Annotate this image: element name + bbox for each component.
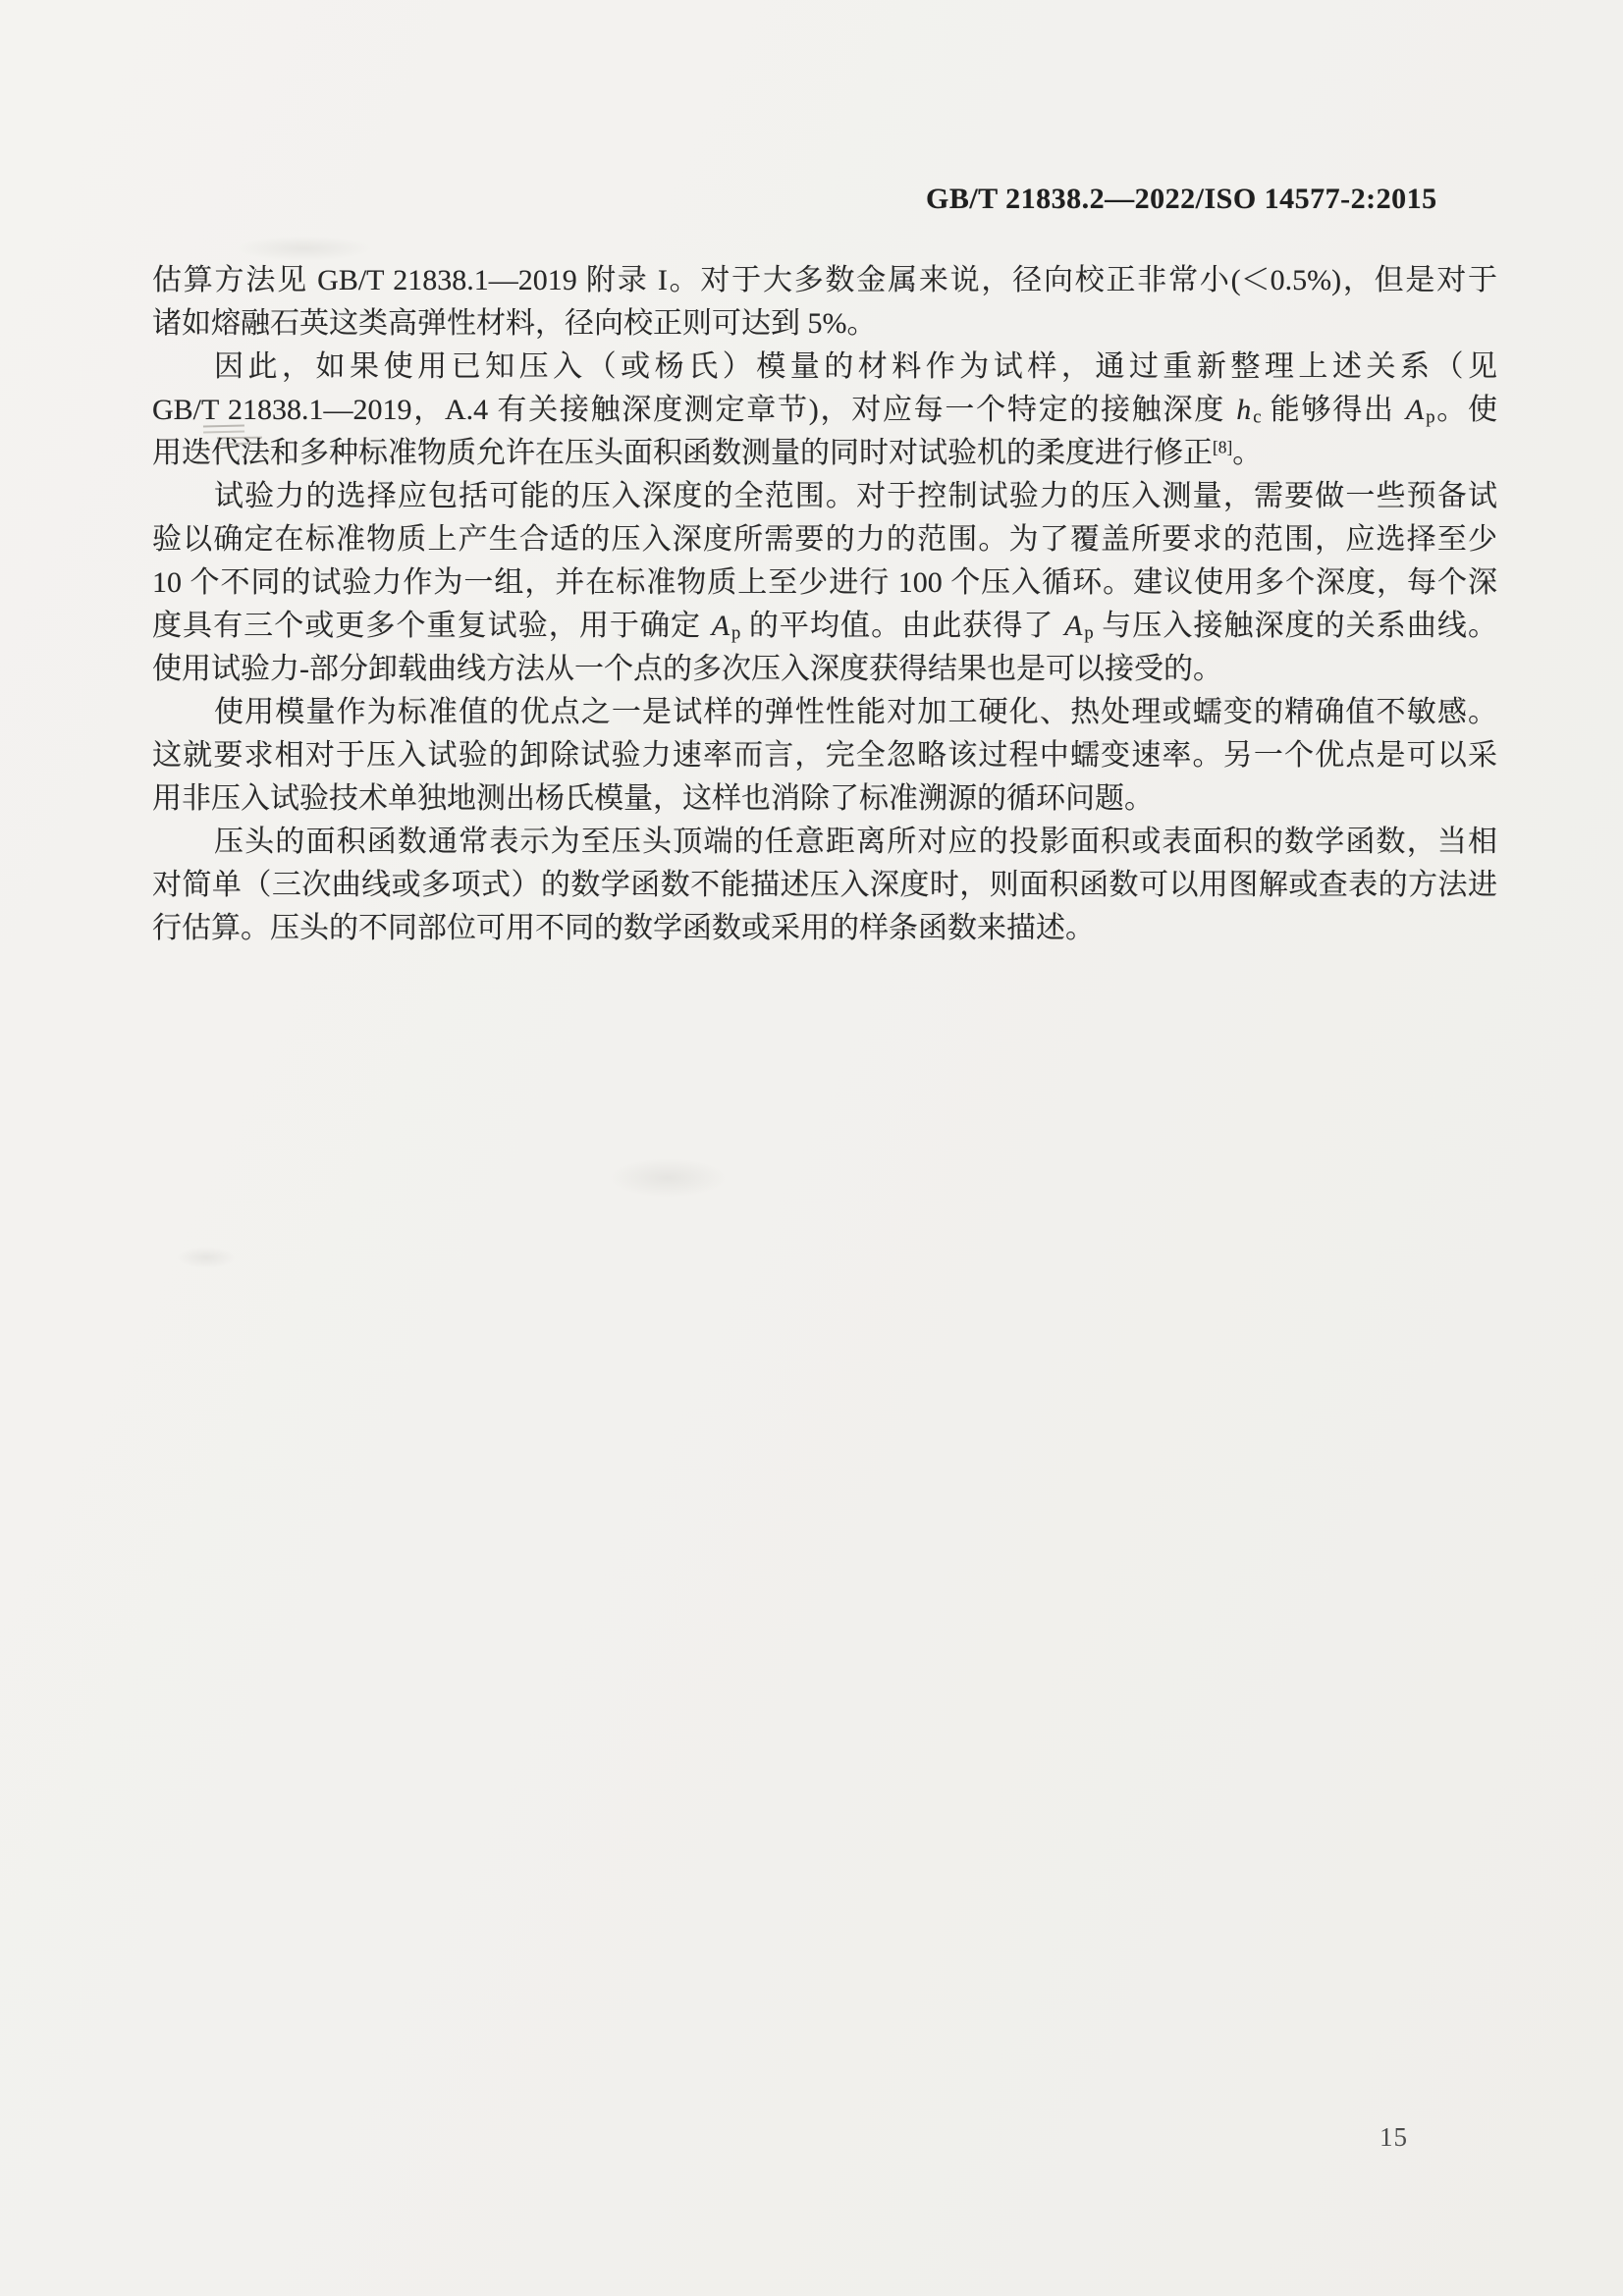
paragraph <box>152 259 1497 346</box>
text-line: 验以确定在标准物质上产生合适的压入深度所需要的力的范围。为了覆盖所要求的范围，应选择至少 <box>152 523 1497 556</box>
text-line: 行估算。压头的不同部位可用不同的数学函数或采用的样条函数来描述。 <box>152 912 1095 944</box>
standard-designation-header: GB/T 21838.2—2022/ISO 14577-2:2015 <box>926 183 1437 215</box>
text-line: 因此，如果使用已知压入（或杨氏）模量的材料作为试样，通过重新整理上述关系（见 <box>214 350 1497 383</box>
text-line: 10 个不同的试验力作为一组，并在标准物质上至少进行 100 个压入循环。建议使用多个深度，每个深 <box>152 566 1497 599</box>
body-text <box>152 259 1497 950</box>
text-line: 诸如熔融石英这类高弹性材料，径向校正则可达到 5%。 <box>152 307 877 340</box>
text-line: 用非压入试验技术单独地测出杨氏模量，这样也消除了标准溯源的循环问题。 <box>152 782 1154 815</box>
text-line: 压头的面积函数通常表示为至压头顶端的任意距离所对应的投影面积或表面积的数学函数，当相 <box>214 826 1497 858</box>
paragraph <box>152 821 1497 950</box>
text-line: 使用试验力-部分卸载曲线方法从一个点的多次压入深度获得结果也是可以接受的。 <box>152 653 1222 685</box>
paragraph <box>152 475 1497 691</box>
text-line: 试验力的选择应包括可能的压入深度的全范围。对于控制试验力的压入测量，需要做一些预备试 <box>214 480 1497 512</box>
text-line: 这就要求相对于压入试验的卸除试验力速率而言，完全忽略该过程中蠕变速率。另一个优点是可以采 <box>152 739 1497 772</box>
scan-smudge <box>177 1247 236 1268</box>
paragraph <box>152 691 1497 821</box>
text-line: 估算方法见 GB/T 21838.1—2019 附录 I。对于大多数金属来说，径向校正非常小(＜0.5%)，但是对于 <box>152 264 1497 296</box>
text-line: 用迭代法和多种标准物质允许在压头面积函数测量的同时对试验机的柔度进行修正[8]。 <box>152 437 1263 469</box>
scan-smudge <box>609 1158 727 1198</box>
paragraph <box>152 346 1497 475</box>
scan-smudge <box>236 236 373 261</box>
page-number: 15 <box>1380 2122 1408 2152</box>
text-line: 度具有三个或更多个重复试验，用于确定 A $_p$ 的平均值。由此获得了 A $_p$ 与压入接触深度的关系曲线。 <box>152 610 1497 644</box>
text-line: GB/T 21838.1—2019，A.4 有关接触深度测定章节)，对应每一个特定的接触深度 h $_c$ 能够得出 A $_p$。使 <box>152 394 1497 428</box>
text-line: 使用模量作为标准值的优点之一是试样的弹性性能对加工硬化、热处理或蠕变的精确值不敏感。 <box>214 696 1497 728</box>
text-line: 对简单（三次曲线或多项式）的数学函数不能描述压入深度时，则面积函数可以用图解或查表的方法进 <box>152 869 1497 901</box>
